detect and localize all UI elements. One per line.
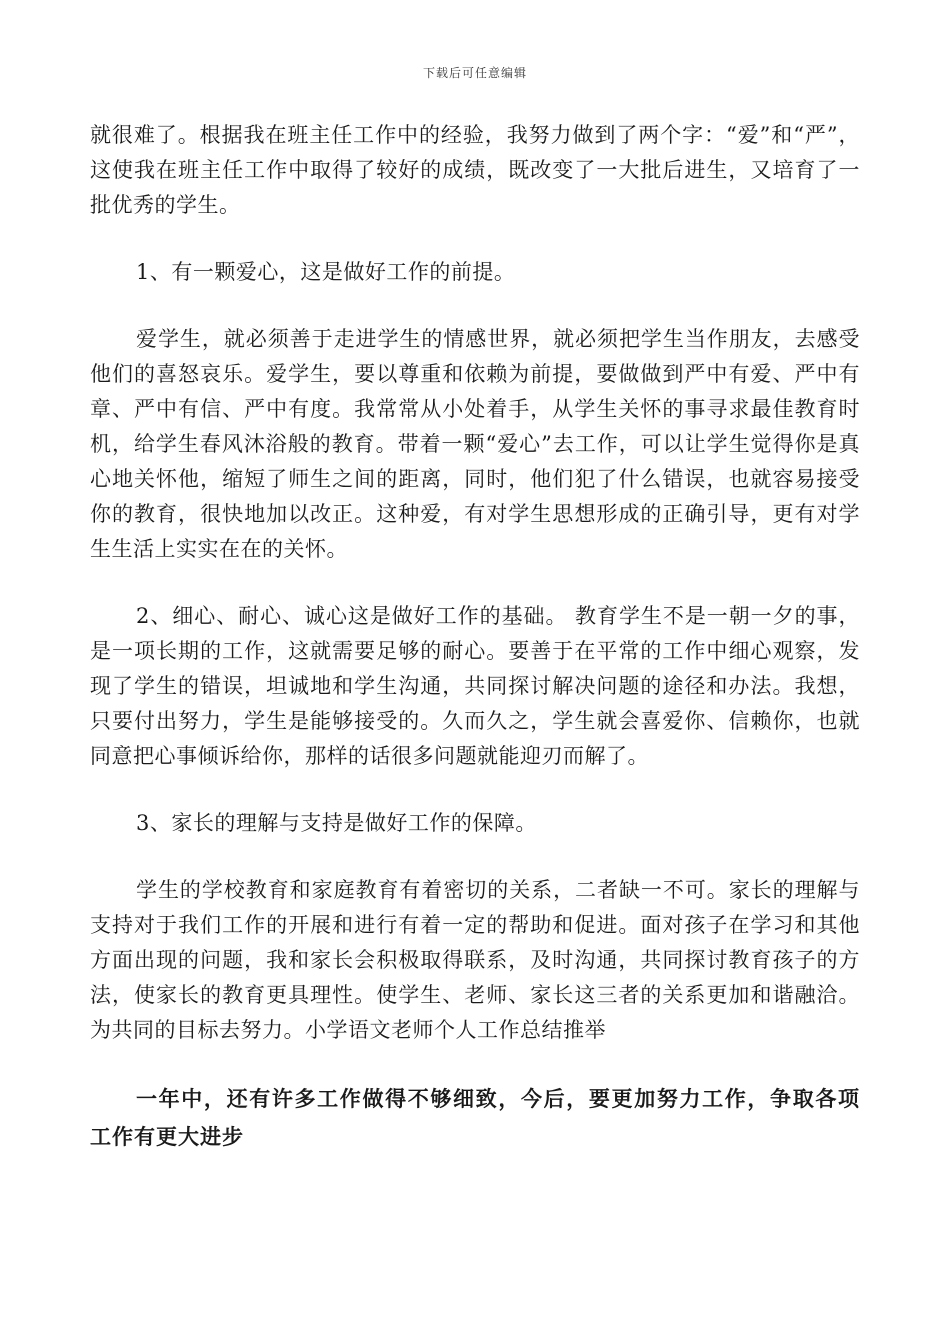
- paragraph-intro-continued: 就很难了。根据我在班主任工作中的经验，我努力做到了两个字：“爱”和“严”，这使我在班主任工作中取得了较好的成绩，既改变了一大批后进生，又培育了一批优秀的学生。: [90, 123, 860, 217]
- paragraph-point-1-body: 爱学生，就必须善于走进学生的情感世界，就必须把学生当作朋友，去感受他们的喜怒哀乐。爱学生，要以尊重和依赖为前提，要做做到严中有爱、严中有章、严中有信、严中有度。我常常从小处着手，从学生关怀的事寻求最佳教育时机，给学生春风沐浴般的教育。带着一颗“爱心”去工作，可以让学生觉得你是真心地关怀他，缩短了师生之间的距离，同时，他们犯了什么错误，也就容易接受你的教育，很快地加以改正。这种爱，有对学生思想形成的正确引导，更有对学生生活上实实在在的关怀。: [90, 327, 860, 561]
- paragraph-point-2: 2、细心、耐心、诚心这是做好工作的基础。 教育学生不是一朝一夕的事，是一项长期的工作，这就需要足够的耐心。要善于在平常的工作中细心观察，发现了学生的错误，坦诚地和学生沟通，共同探讨解决问题的途径和办法。我想，只要付出努力，学生是能够接受的。久而久之，学生就会喜爱你、信赖你，也就同意把心事倾诉给你，那样的话很多问题就能迎刃而解了。: [90, 604, 860, 768]
- paragraph-conclusion-bold: 一年中，还有许多工作做得不够细致，今后，要更加努力工作，争取各项工作有更大进步: [90, 1087, 860, 1149]
- heading-point-3: 3、家长的理解与支持是做好工作的保障。: [136, 811, 537, 835]
- heading-point-1: 1、有一颗爱心，这是做好工作的前提。: [136, 260, 516, 284]
- document-body: [90, 118, 860, 1156]
- page-header-note: 下载后可任意编辑: [422, 66, 527, 80]
- paragraph-point-3-body: 学生的学校教育和家庭教育有着密切的关系，二者缺一不可。家长的理解与支持对于我们工作的开展和进行有着一定的帮助和促进。面对孩子在学习和其他方面出现的问题，我和家长会积极取得联系，及时沟通，共同探讨教育孩子的方法，使家长的教育更具理性。使学生、老师、家长这三者的关系更加和谐融洽。为共同的目标去努力。小学语文老师个人工作总结推举: [90, 878, 860, 1042]
